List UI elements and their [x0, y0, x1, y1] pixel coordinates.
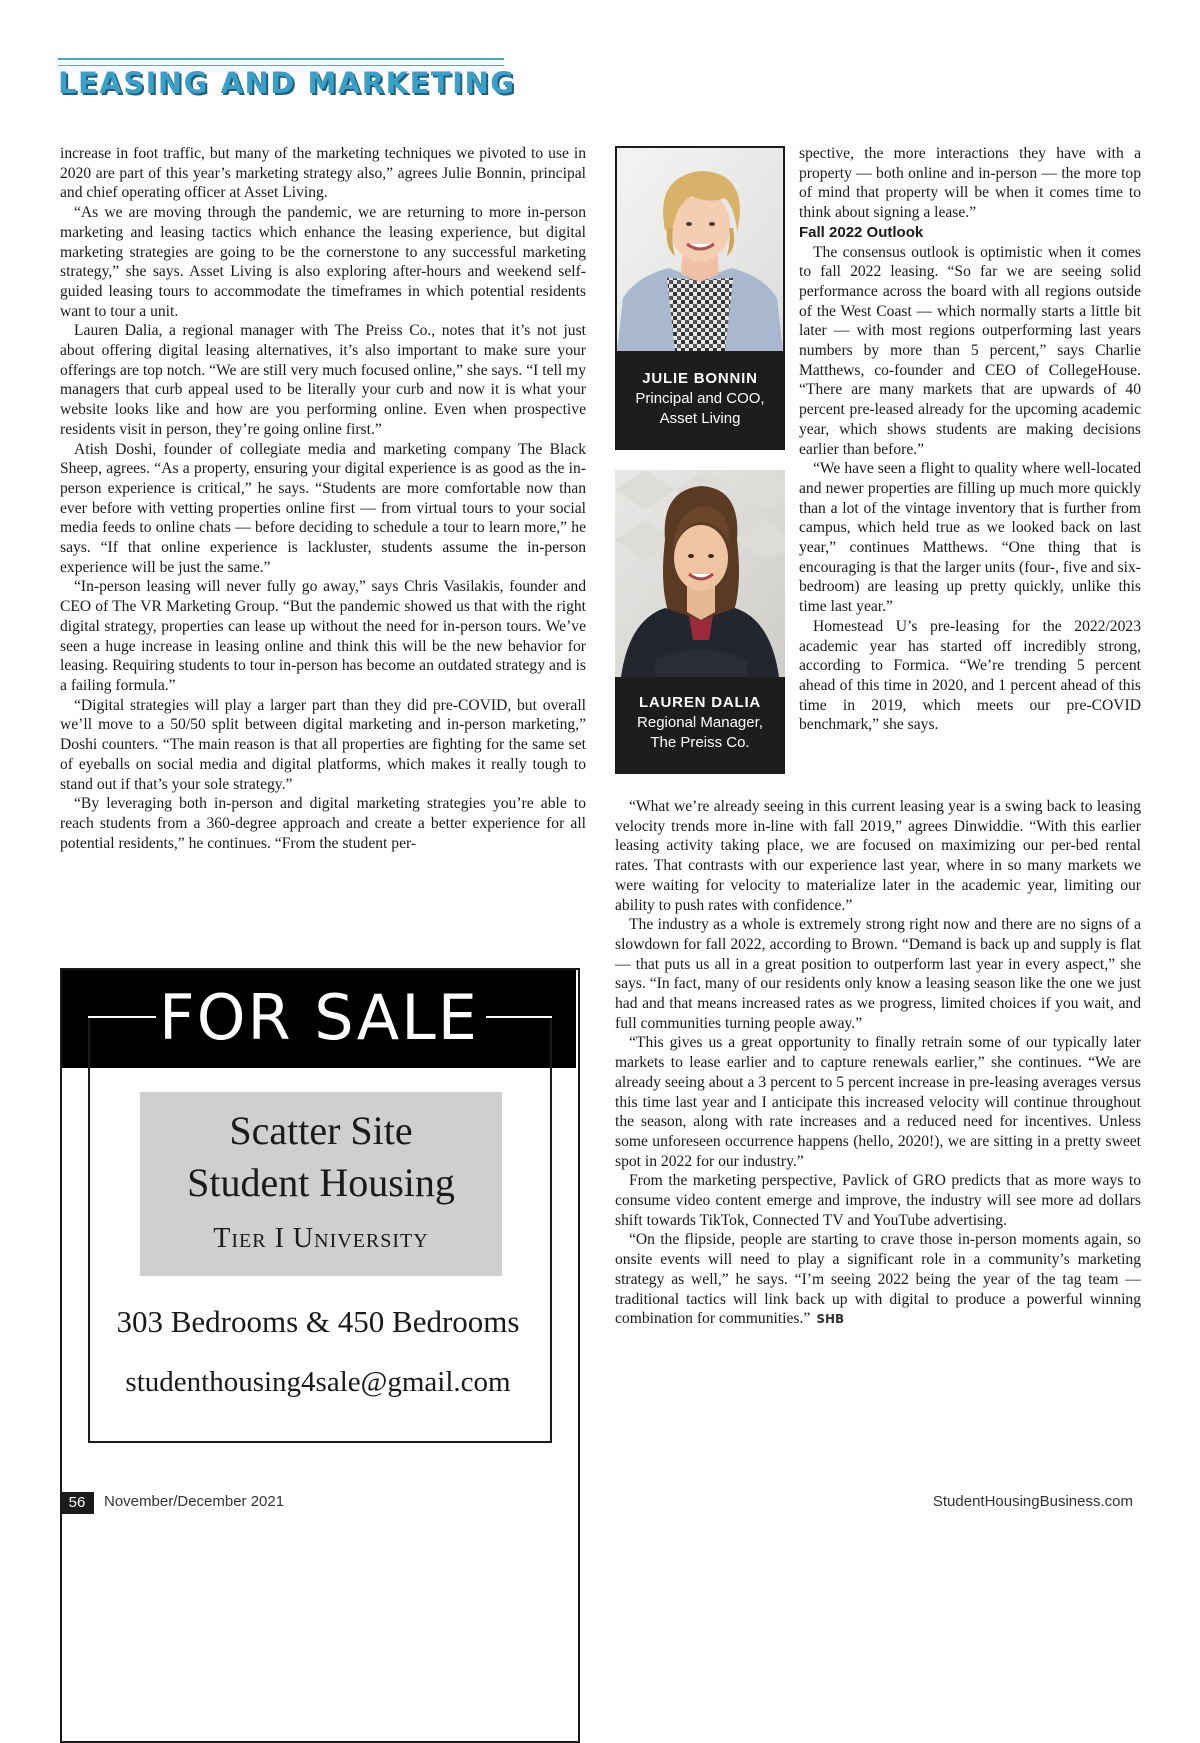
paragraph-text: “On the flipside, people are starting to crave those in-person moments again, so onsite events will need to play a significant role in a community’s marketing strategy as well,” he says. “I’m seeing 2022 being the year of the tag team — traditional tactics will link back up with digital to produce a powerful winning combination for communities.”: [615, 1231, 1141, 1328]
paragraph: Atish Doshi, founder of collegiate media and marketing company The Black Sheep, agrees. “As a property, ensuring your digital experience is as good as the in-person experience is critical,” he says. “Students are more comfortable now than ever before with vetting properties online first — from virtual tours to your social media feeds to online chats — before deciding to schedule a tour to learn more,” he says. “If that online experience is lackluster, students assume the in-person experience will be just the same.”: [60, 440, 586, 576]
portrait-caption: [615, 369, 785, 429]
footer-website[interactable]: StudentHousingBusiness.com: [932, 1493, 1133, 1510]
paragraph: “What we’re already seeing in this current leasing year is a swing back to leasing velocity trends more in-line with fall 2019,” agrees Dinwiddie. “With this earlier leasing activity taking place, we are focused on maximizing our per-bed rental rates. That contrasts with our experience last year, where in so many markets we were waiting for velocity to materialize later in the academic year, limiting our ability to push rates with confidence.”: [615, 798, 1141, 914]
portrait-name: LAUREN DALIA: [638, 694, 762, 711]
paragraph: Homestead U’s pre-leasing for the 2022/2023 academic year has started off incredibly strong, according to Formica. “We’re trending 5 percent ahead of this time in 2020, and 1 percent ahead of this time in 2019, which meets our pre-COVID benchmark,” she says.: [799, 617, 1141, 734]
paragraph: “Digital strategies will play a larger part than they did pre-COVID, but overall we’ll move to a 50/50 split between digital marketing and in-person marketing,” Doshi counters. “The main reason is that all properties are fighting for the same set of eyeballs on social media and digital platforms, which makes it really tough to stand out if that’s your sole strategy.”: [60, 696, 586, 793]
paragraph: “We have seen a flight to quality where well-located and newer properties are filling up much more quickly than a lot of the vintage inventory that is further from campus, which held true as we looked back on last year,” continues Matthews. “One thing that is encouraging is that the larger units (four-, five and six-bedroom) are leasing up pretty quickly, unlike this time last year.”: [799, 460, 1141, 616]
paragraph: spective, the more interactions they have with a property — both online and in-person — the more top of mind that property will be when it comes time to think about signing a lease.”: [799, 145, 1141, 222]
portrait-company: The Preiss Co.: [650, 734, 750, 751]
ad-line-2: Student Housing: [187, 1160, 455, 1205]
paragraph: “By leveraging both in-person and digital marketing strategies you’re able to reach students from a 360-degree approach and create a better experience for all potential residents,” he continues. “From the student per-: [60, 795, 586, 852]
ad-line-3: Tier I University: [213, 1223, 429, 1254]
portrait-image: [615, 470, 785, 677]
paragraph: The industry as a whole is extremely strong right now and there are no signs of a slowdown for fall 2022, according to Brown. “Demand is back up and supply is flat — that puts us all in a great position to outperform last year in every aspect,” she says. “In fact, many of our residents only know a leasing season like the one we just had and that means increased rates as we progress, limited choices if you wait, and full communities turning people away.”: [615, 916, 1141, 1032]
ad-email[interactable]: studenthousing4sale@gmail.com: [125, 1366, 511, 1398]
portrait-photo-lauren-dalia: [615, 470, 785, 677]
paragraph: “This gives us a great opportunity to finally retrain some of our typically later markets to lease earlier and to capture renewals earlier,” she continues. “We are already seeing about a 3 percent to 5 percent increase in pre-leasing averages versus this time last year and I anticipate this increased velocity will continue throughout the season, along with rate increases and a reduced need for incentives. Unless some unforeseen occurrence happens (hello, 2020!), we are sitting in a pretty sweet spot in 2022 for our industry.”: [615, 1034, 1141, 1170]
subhead: Fall 2022 Outlook: [799, 223, 924, 241]
signoff-logo: SHB: [816, 1312, 845, 1327]
portrait-title: Principal and COO,: [635, 390, 765, 407]
portrait-name: JULIE BONNIN: [642, 370, 758, 387]
paragraph: increase in foot traffic, but many of the marketing techniques we pivoted to use in 2020 are part of this year’s marketing strategy also,” agrees Julie Bonnin, principal and chief operating officer at Asset Living.: [60, 145, 586, 202]
right-column-bottom: [615, 797, 1141, 1330]
right-column-top: [799, 144, 1141, 735]
paragraph: The consensus outlook is optimistic when it comes to fall 2022 leasing. “So far we are seeing solid performance across the board with all regions outside of the West Coast — which normally starts a little bit later — with most regions outperforming last years numbers by more than 5 percent,” says Charlie Matthews, co-founder and CEO of CollegeHouse. “There are many markets that are upwards of 40 percent pre-leased already for the upcoming academic year, which shows students are making decisions earlier than before.”: [799, 243, 1141, 458]
section-title: LEASING AND MARKETING: [58, 66, 516, 100]
issue-date: November/December 2021: [104, 1493, 285, 1510]
portrait-photo-julie-bonnin: [617, 148, 783, 351]
ad-property-box: [140, 1092, 502, 1276]
portrait-title: Regional Manager,: [637, 714, 763, 731]
portrait-card-lauren-dalia: [615, 470, 785, 774]
portrait-caption: [615, 693, 785, 753]
portrait-company: Asset Living: [659, 410, 741, 427]
header-rule: [58, 58, 504, 66]
paragraph: “As we are moving through the pandemic, we are returning to more in-person marketing and leasing tactics which enhance the leasing experience, but digital marketing strategies are going to be the cornerstone to any successful marketing strategy,” she says. Asset Living is also exploring after-hours and weekend self-guided leasing tours to accommodate the timeframes in which potential residents want to tour a unit.: [60, 204, 586, 320]
paragraph: Lauren Dalia, a regional manager with The Preiss Co., notes that it’s not just about offering digital leasing alternatives, it’s also important to make sure your offerings are top notch. “We are still very much focused online,” she says. “I tell my managers that curb appeal used to be literally your curb and now it is what your website looks like and how are you performing online. Even when prospective residents visit in person, they’re going online first.”: [60, 322, 586, 438]
paragraph: From the marketing perspective, Pavlick of GRO predicts that as more ways to consume video content emerge and improve, the industry will see more ad dollars shift towards TikTok, Connected TV and YouTube advertising.: [615, 1172, 1141, 1229]
portrait-image: [617, 148, 783, 351]
left-column: [60, 144, 586, 853]
paragraph: “In-person leasing will never fully go away,” says Chris Vasilakis, founder and CEO of The VR Marketing Group. “But the pandemic showed us that with the right digital strategy, properties can lease up without the need for in-person tours. We’ve seen a huge increase in leasing online and think this will be the new behavior for leasing. Requiring students to tour in-person has become an outdated strategy and is a failing formula.”: [60, 578, 586, 694]
portrait-card-julie-bonnin: [615, 146, 785, 450]
ad-line-1: Scatter Site: [229, 1108, 413, 1153]
ad-headline: FOR SALE: [159, 981, 479, 1054]
paragraph-last: [615, 1230, 1141, 1330]
page-number: 56: [60, 1492, 94, 1514]
ad-bedrooms: 303 Bedrooms & 450 Bedrooms: [116, 1304, 520, 1339]
